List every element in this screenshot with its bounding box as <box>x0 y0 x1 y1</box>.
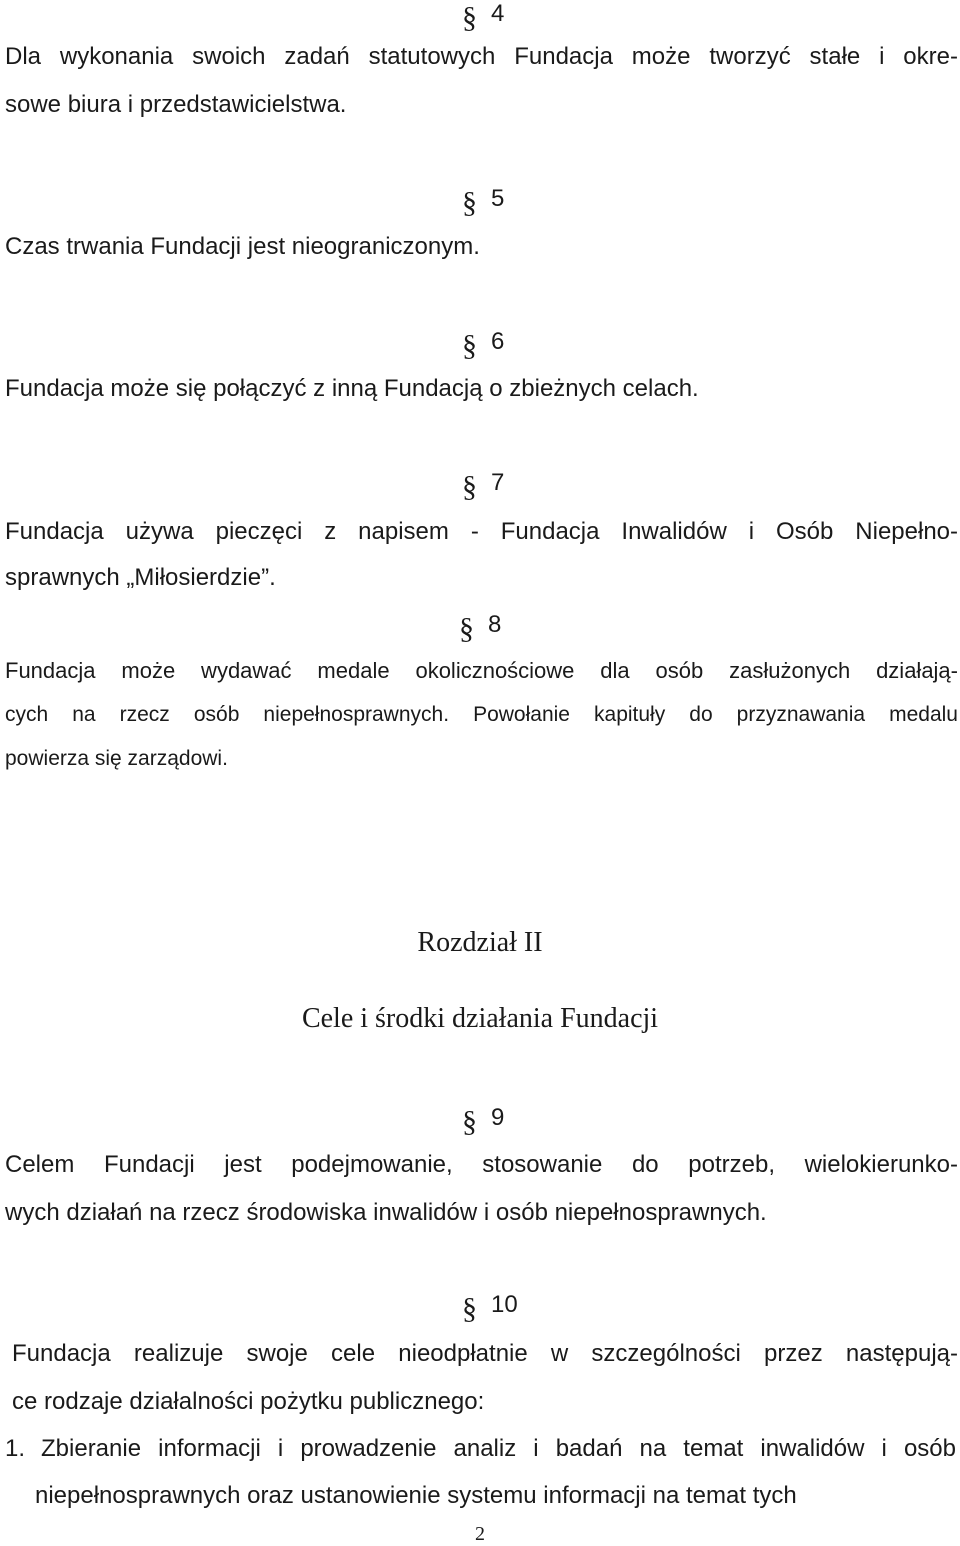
section-symbol: § <box>462 329 477 362</box>
section-number: 8 <box>488 611 502 638</box>
section-symbol: § <box>459 612 474 645</box>
section-6-heading <box>462 328 504 363</box>
paragraph-7-line-1: Fundacja używa pieczęci z napisem - Fundacja Inwalidów i Osób Niepełno- <box>5 518 958 545</box>
section-symbol: § <box>462 186 477 219</box>
section-number: 6 <box>491 328 505 355</box>
paragraph-9-line-1: Celem Fundacji jest podejmowanie, stosowanie do potrzeb, wielokierunko- <box>5 1151 958 1178</box>
section-number: 5 <box>491 185 505 212</box>
section-4-heading <box>462 0 504 35</box>
section-number: 7 <box>491 469 505 496</box>
section-8-heading <box>459 611 501 646</box>
section-symbol: § <box>462 1 477 34</box>
paragraph-4-line-1: Dla wykonania swoich zadań statutowych Fundacja może tworzyć stałe i okre- <box>5 43 958 70</box>
paragraph-8-line-2: cych na rzecz osób niepełnosprawnych. Powołanie kapituły do przyznawania medalu <box>5 703 958 726</box>
chapter-title: Rozdział II <box>417 927 543 958</box>
paragraph-10-line-1: Fundacja realizuje swoje cele nieodpłatnie w szczególności przez następują- <box>12 1340 958 1367</box>
paragraph-7-line-2: sprawnych „Miłosierdzie”. <box>5 564 276 591</box>
section-7-heading <box>462 469 504 504</box>
paragraph-9-line-2: wych działań na rzecz środowiska inwalidów i osób niepełnosprawnych. <box>5 1199 767 1226</box>
section-number: 9 <box>491 1104 505 1131</box>
paragraph-6-line-1: Fundacja może się połączyć z inną Fundacją o zbieżnych celach. <box>5 375 699 402</box>
list-item-1-line-2: niepełnosprawnych oraz ustanowienie systemu informacji na temat tych <box>35 1482 797 1509</box>
paragraph-8-line-1: Fundacja może wydawać medale okolicznościowe dla osób zasłużonych działają- <box>5 658 958 683</box>
section-symbol: § <box>462 470 477 503</box>
paragraph-10-line-2: ce rodzaje działalności pożytku publicznego: <box>12 1388 485 1415</box>
section-number: 4 <box>491 0 505 27</box>
section-symbol: § <box>462 1105 477 1138</box>
paragraph-8-line-3: powierza się zarządowi. <box>5 747 228 770</box>
list-item-number: 1. <box>5 1435 26 1462</box>
section-10-heading <box>462 1291 518 1326</box>
section-number: 10 <box>491 1291 518 1318</box>
section-9-heading <box>462 1104 504 1139</box>
page-number: 2 <box>475 1523 485 1545</box>
chapter-subtitle: Cele i środki działania Fundacji <box>301 1003 659 1034</box>
section-symbol: § <box>462 1292 477 1325</box>
section-5-heading <box>462 185 504 220</box>
paragraph-4-line-2: sowe biura i przedstawicielstwa. <box>5 91 347 118</box>
list-item-1-line-1: Zbieranie informacji i prowadzenie analiz i badań na temat inwalidów i osób <box>41 1435 956 1462</box>
paragraph-5-line-1: Czas trwania Fundacji jest nieograniczonym. <box>5 233 480 260</box>
